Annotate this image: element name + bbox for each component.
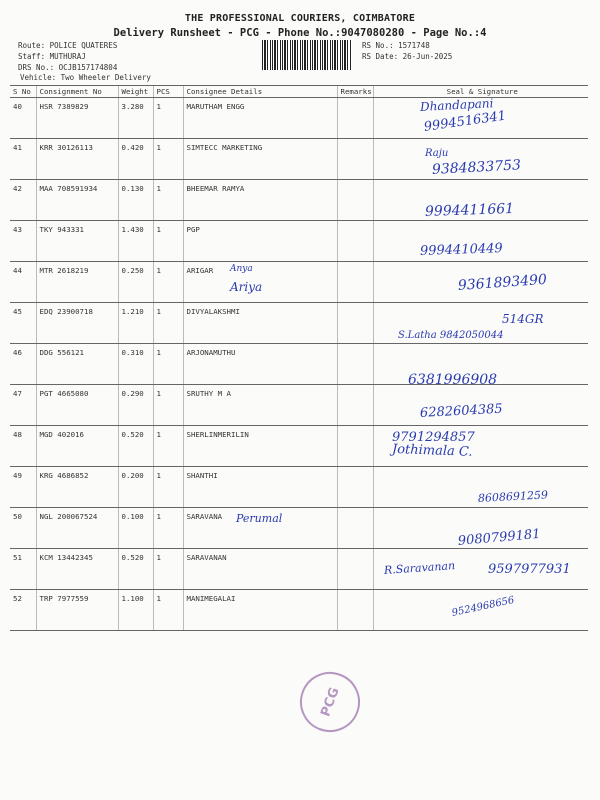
pcs-cell: 1 (153, 221, 183, 262)
sno-cell: 43 (10, 221, 36, 262)
handwritten-note: 6282604385 (419, 401, 503, 421)
handwritten-note: 9384833753 (431, 157, 522, 178)
handwritten-note: 514GR (502, 312, 544, 326)
col-consignee: Consignee Details (183, 86, 337, 98)
handwritten-note: R.Saravanan (383, 559, 456, 577)
barcode (262, 40, 352, 70)
staff-label: Staff: MUTHURAJ (18, 52, 86, 61)
weight-cell: 0.310 (118, 344, 153, 385)
weight-cell: 0.520 (118, 426, 153, 467)
consignee-cell: SHERLINMERILIN (183, 426, 337, 467)
weight-cell: 0.200 (118, 467, 153, 508)
remarks-cell (337, 139, 373, 180)
consignment-no-cell: HSR 7389829 (36, 98, 118, 139)
pcs-cell: 1 (153, 508, 183, 549)
consignee-cell: PGP (183, 221, 337, 262)
sno-cell: 41 (10, 139, 36, 180)
pcs-cell: 1 (153, 426, 183, 467)
vehicle-label: Vehicle: Two Wheeler Delivery (20, 73, 151, 82)
col-weight: Weight (118, 86, 153, 98)
col-consignment: Consignment No (36, 86, 118, 98)
remarks-cell (337, 262, 373, 303)
consignment-no-cell: KRR 30126113 (36, 139, 118, 180)
handwritten-note: Jothimala C. (391, 442, 473, 460)
sno-cell: 50 (10, 508, 36, 549)
remarks-cell (337, 385, 373, 426)
rs-number: RS No.: 1571748 (362, 41, 430, 50)
handwritten-note: 9994411661 (424, 200, 515, 220)
pcs-cell: 1 (153, 98, 183, 139)
handwritten-note: 9361893490 (457, 271, 548, 294)
remarks-cell (337, 508, 373, 549)
consignee-cell: DIVYALAKSHMI (183, 303, 337, 344)
consignee-cell: ARJONAMUTHU (183, 344, 337, 385)
remarks-cell (337, 303, 373, 344)
consignee-cell: SHANTHI (183, 467, 337, 508)
pcg-stamp: PCG (292, 664, 369, 741)
col-pcs: PCS (153, 86, 183, 98)
col-remarks: Remarks (337, 86, 373, 98)
table-row (10, 344, 588, 385)
pcs-cell: 1 (153, 549, 183, 590)
consignee-cell: BHEEMAR RAMYA (183, 180, 337, 221)
col-sno: S No (10, 86, 36, 98)
remarks-cell (337, 426, 373, 467)
handwritten-note: 9994410449 (419, 241, 503, 259)
pcs-cell: 1 (153, 139, 183, 180)
company-name: THE PROFESSIONAL COURIERS, COIMBATORE (184, 13, 416, 24)
sno-cell: 46 (10, 344, 36, 385)
weight-cell: 0.250 (118, 262, 153, 303)
consignment-no-cell: DDG 556121 (36, 344, 118, 385)
consignment-no-cell: MGD 402016 (36, 426, 118, 467)
weight-cell: 0.130 (118, 180, 153, 221)
remarks-cell (337, 590, 373, 631)
col-signature: Seal & Signature (373, 86, 588, 98)
remarks-cell (337, 221, 373, 262)
consignee-cell: SRUTHY M A (183, 385, 337, 426)
sno-cell: 48 (10, 426, 36, 467)
remarks-cell (337, 467, 373, 508)
remarks-cell (337, 549, 373, 590)
handwritten-note: 6381996908 (408, 372, 498, 388)
handwritten-note: Anya (230, 264, 253, 274)
pcs-cell: 1 (153, 344, 183, 385)
handwritten-note: 9597977931 (488, 562, 571, 577)
weight-cell: 1.430 (118, 221, 153, 262)
consignment-no-cell: MAA 708591934 (36, 180, 118, 221)
weight-cell: 1.100 (118, 590, 153, 631)
weight-cell: 0.520 (118, 549, 153, 590)
route-label: Route: POLICE QUATERES (18, 41, 118, 50)
table-row (10, 590, 588, 631)
rs-date: RS Date: 26-Jun-2025 (362, 52, 453, 61)
sno-cell: 47 (10, 385, 36, 426)
handwritten-note: 9524968656 (450, 594, 516, 619)
sno-cell: 44 (10, 262, 36, 303)
handwritten-note: S.Latha 9842050044 (398, 330, 504, 341)
sno-cell: 45 (10, 303, 36, 344)
sno-cell: 51 (10, 549, 36, 590)
remarks-cell (337, 180, 373, 221)
consignee-cell: MANIMEGALAI (183, 590, 337, 631)
consignment-no-cell: KCM 13442345 (36, 549, 118, 590)
consignee-cell: SARAVANAN (183, 549, 337, 590)
weight-cell: 0.290 (118, 385, 153, 426)
handwritten-note: 8608691259 (477, 488, 549, 505)
consignment-no-cell: KRG 4686852 (36, 467, 118, 508)
sno-cell: 42 (10, 180, 36, 221)
runsheet-title: Delivery Runsheet - PCG - Phone No.:9047080280 - Page No.:4 (113, 27, 487, 39)
pcs-cell: 1 (153, 385, 183, 426)
pcs-cell: 1 (153, 180, 183, 221)
consignee-cell: MARUTHAM ENGG (183, 98, 337, 139)
table-row (10, 426, 588, 467)
consignment-no-cell: TKY 943331 (36, 221, 118, 262)
remarks-cell (337, 344, 373, 385)
pcs-cell: 1 (153, 590, 183, 631)
handwritten-note: 9994516341 (422, 108, 507, 135)
consignment-no-cell: EDQ 23900718 (36, 303, 118, 344)
consignee-cell: ARIGAR (183, 262, 337, 303)
consignment-no-cell: TRP 7977559 (36, 590, 118, 631)
consignment-no-cell: MTR 2618219 (36, 262, 118, 303)
sno-cell: 49 (10, 467, 36, 508)
weight-cell: 1.210 (118, 303, 153, 344)
pcs-cell: 1 (153, 303, 183, 344)
weight-cell: 0.420 (118, 139, 153, 180)
weight-cell: 3.280 (118, 98, 153, 139)
table-header-row (10, 86, 588, 98)
consignee-cell: SARAVANA (183, 508, 337, 549)
remarks-cell (337, 98, 373, 139)
sno-cell: 52 (10, 590, 36, 631)
consignment-no-cell: PGT 4665080 (36, 385, 118, 426)
handwritten-note: 9791294857 (392, 430, 475, 445)
handwritten-note: Dhandapani (419, 96, 494, 114)
handwritten-note: 9080799181 (457, 526, 542, 549)
pcs-cell: 1 (153, 467, 183, 508)
consignee-cell: SIMTECC MARKETING (183, 139, 337, 180)
sno-cell: 40 (10, 98, 36, 139)
weight-cell: 0.100 (118, 508, 153, 549)
handwritten-note: Perumal (236, 512, 283, 525)
handwritten-note: Raju (425, 148, 449, 159)
consignment-no-cell: NGL 200067524 (36, 508, 118, 549)
drs-label: DRS No.: OCJB157174804 (18, 63, 118, 72)
pcs-cell: 1 (153, 262, 183, 303)
handwritten-note: Ariya (230, 280, 263, 294)
